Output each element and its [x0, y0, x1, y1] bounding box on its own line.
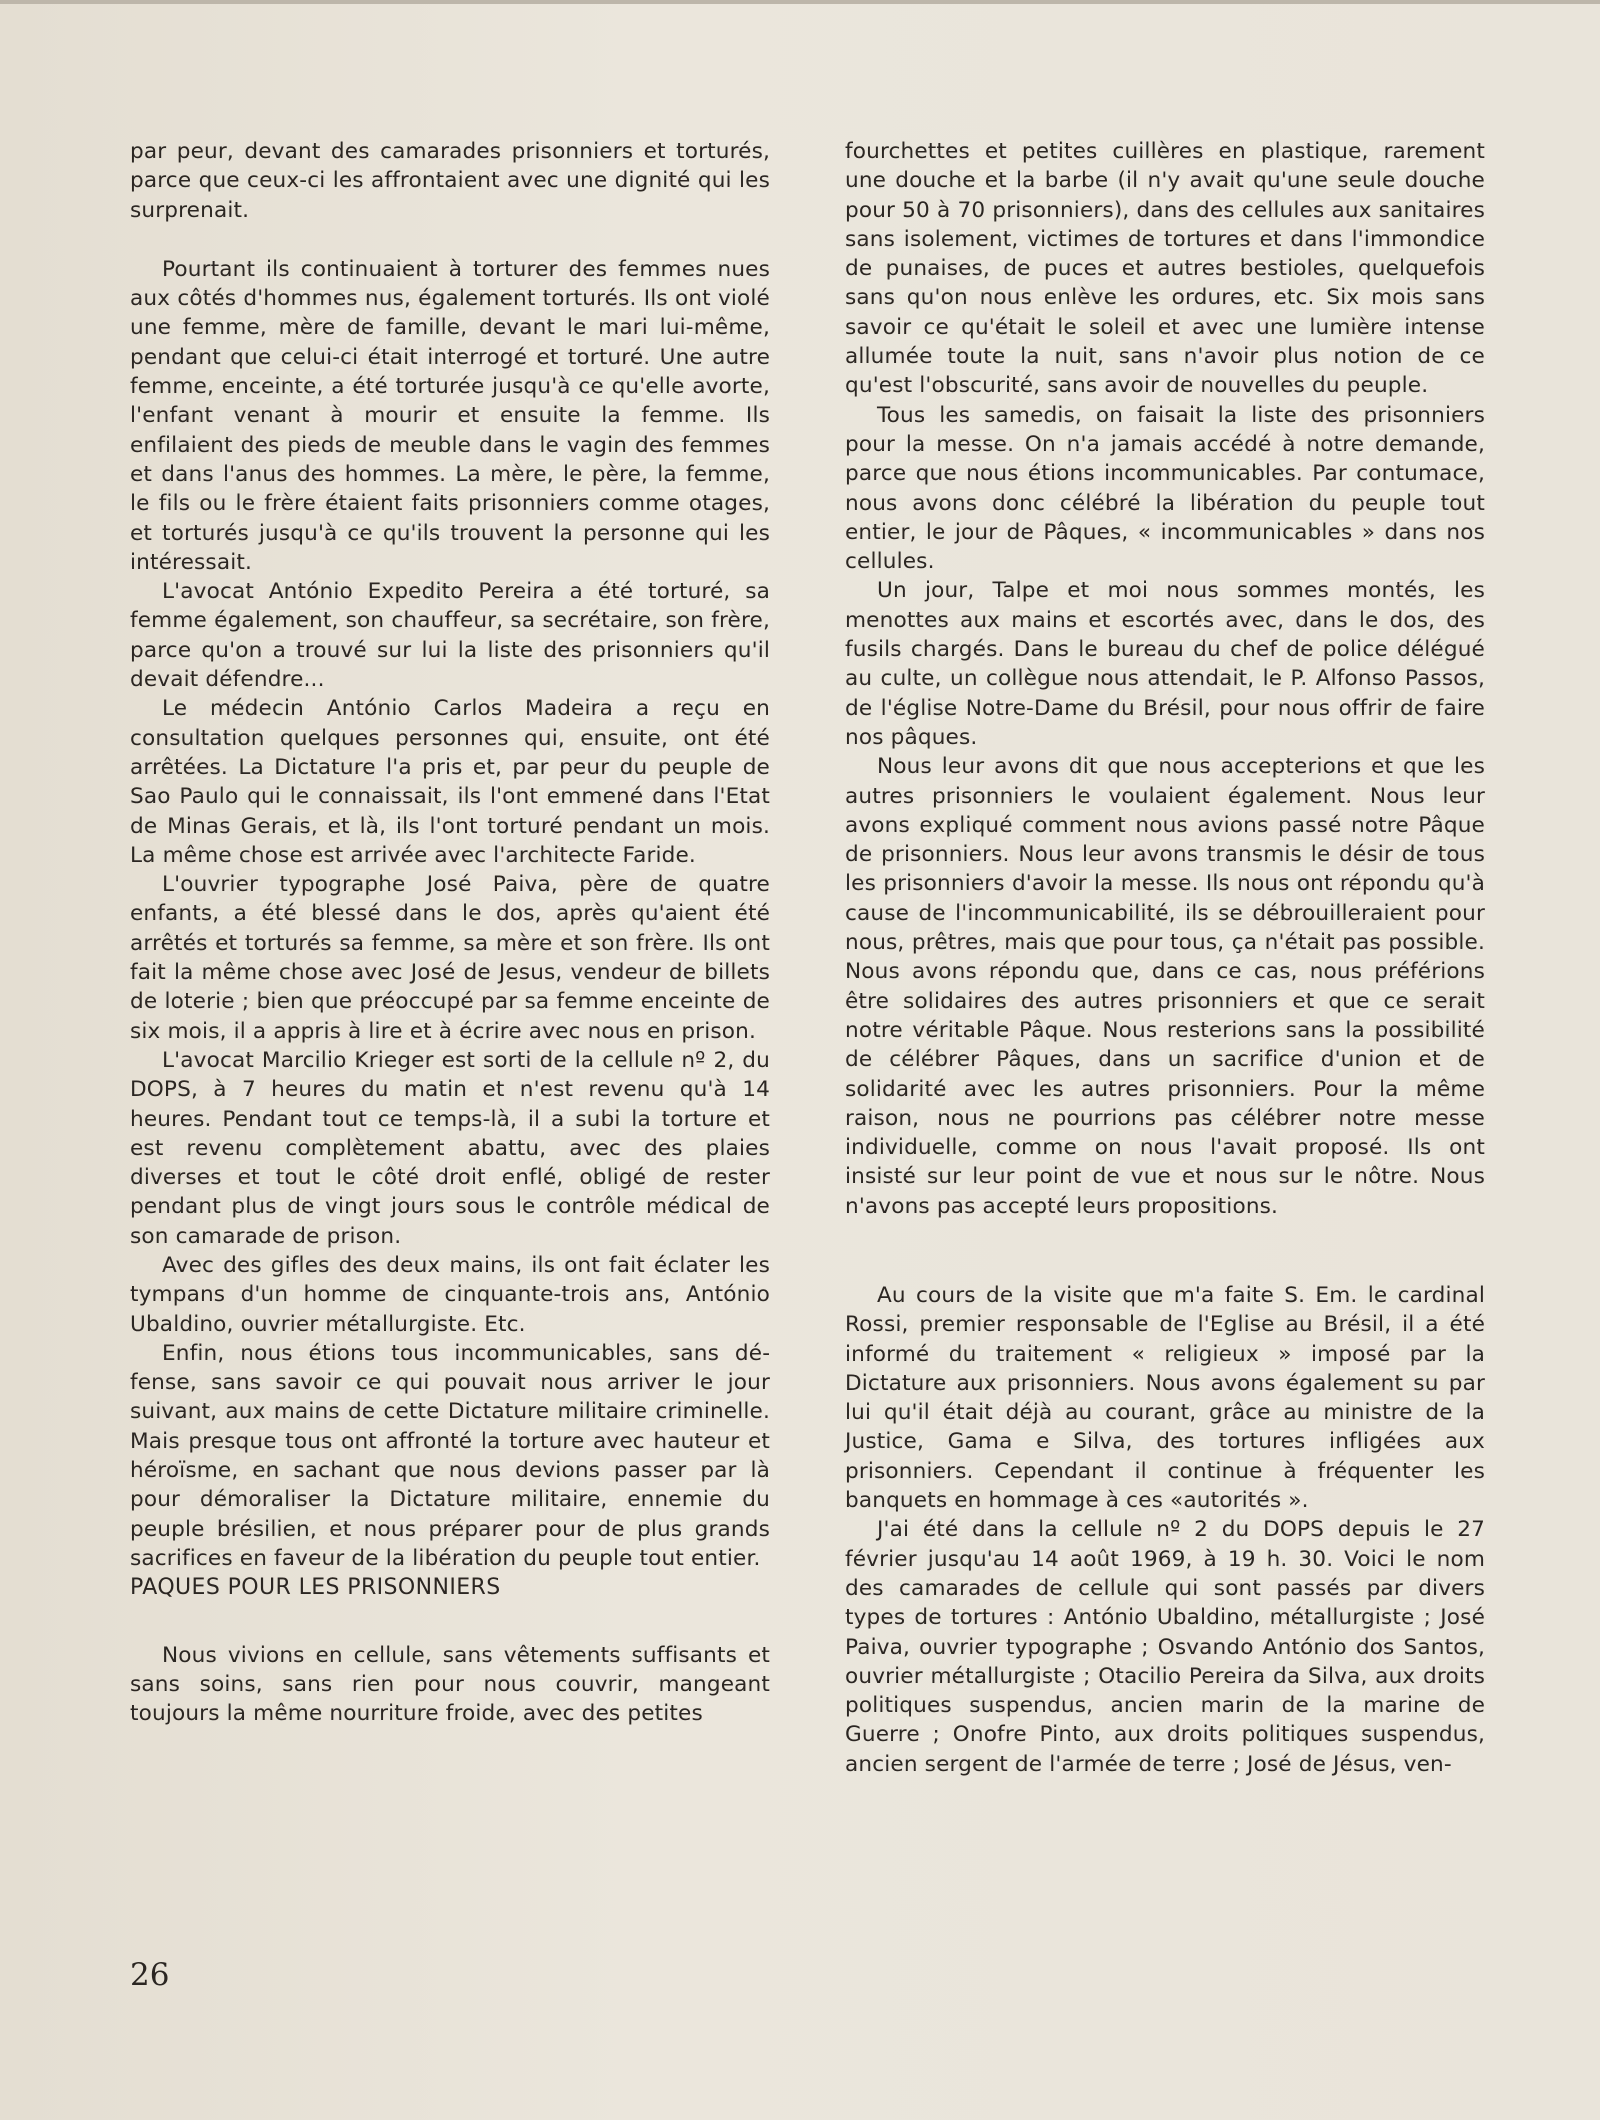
paragraph: Tous les samedis, on faisait la liste des prisonniers pour la messe. On n'a jamais accédé à notre demande, parce que nous étions incommunicables. Par contumace, nous avons donc célébré la libération du peuple tout entier, le jour de Pâques, « incommunicables » dans nos cellules.: [845, 402, 1485, 575]
page-number: 26: [130, 1957, 170, 1993]
paragraph: fourchettes et petites cuillères en plastique, rarement une douche et la barbe (il n'y avait qu'une seule douche pour 50 à 70 prisonniers), dans des cellules aux sanitaires sans isolement, victimes de tortures et dans l'immondice de punaises, de puces et autres bestioles, quelquefois sans qu'on nous enlève les ordures, etc. Six mois sans savoir ce qu'était le soleil et avec une lumière intense allumée toute la nuit, sans n'avoir plus notion de ce qu'est l'obscurité, sans avoir de nouvelles du peuple.: [845, 139, 1485, 399]
paragraph: J'ai été dans la cellule nº 2 du DOPS depuis le 27 février jusqu'au 14 août 1969, à 19 h. 30. Voici le nom des camarades de cellule qui sont passés par divers types de tortures : António Ubaldino, métallurgiste ; José Paiva, ouvrier typographe ; Osvando António dos Santos, ouvrier métallurgiste ; Otacilio Pereira da Silva, aux droits politiques suspendus, ancien marin de la marine de Guerre ; Onofre Pinto, aux droits politiques suspendus, ancien sergent de l'armée de terre ; José de Jésus, ven-: [845, 1517, 1485, 1777]
paragraph: Nous vivions en cellule, sans vêtements suffisants et sans soins, sans rien pour nous couvrir, mangeant toujours la même nourriture froide, avec des petites: [130, 1642, 770, 1727]
paragraph: Le médecin António Carlos Madeira a reçu en consultation quelques personnes qui, ensuite, ont été arrêtées. La Dictature l'a pris et, par peur du peuple de Sao Paulo qui le connaissait, ils l'ont emmené dans l'Etat de Minas Gerais, et là, ils l'ont torturé pendant un mois. La même chose est arrivée avec l'architecte Faride.: [130, 696, 770, 868]
paragraph: par peur, devant des camarades prisonniers et torturés, parce que ceux-ci les affrontaient avec une dignité qui les surprenait.: [130, 139, 770, 223]
paragraph: L'ouvrier typographe José Paiva, père de quatre enfants, a été blessé dans le dos, après qu'aient été arrêtés et torturés sa femme, sa mère et son frère. Ils ont fait la même chose avec José de Jesus, vendeur de billets de loterie ; bien que préoccupé par sa femme enceinte de six mois, il a appris à lire et à écrire avec nous en prison.: [130, 872, 770, 1044]
section-heading: PAQUES POUR LES PRISONNIERS: [130, 1575, 501, 1601]
paragraph: Un jour, Talpe et moi nous sommes montés, les menottes aux mains et escortés avec, dans le dos, des fusils chargés. Dans le bureau du chef de police délégué au culte, un collègue nous attendait, le P. Alfonso Passos, de l'église Notre-Dame du Brésil, pour nous offrir de faire nos pâques.: [845, 578, 1485, 750]
paragraph: Enfin, nous étions tous incommunicables, sans défense, sans savoir ce qui pouvait nous arriver le jour suivant, aux mains de cette Dictature militaire criminelle. Mais presque tous ont affronté la torture avec hauteur et héroïsme, en sachant que nous devions passer par là pour démoraliser la Dictature militaire, ennemie du peuple brésilien, et nous préparer pour de plus grands sacrifices en faveur de la libération du peuple tout entier.: [130, 1340, 770, 1571]
paragraph: Nous leur avons dit que nous accepterions et que les autres prisonniers le voulaient également. Nous leur avons expliqué comment nous avions passé notre Pâque de prisonniers. Nous leur avons transmis le désir de tous les prisonniers d'avoir la messe. Ils nous ont répondu qu'à cause de l'incommunicabilité, ils se débrouilleraient pour nous, prêtres, mais que pour tous, ça n'était pas possible. Nous avons répondu que, dans ce cas, nous préférions être solidaires des autres prisonniers et que ce serait notre véritable Pâque. Nous resterions sans la possibilité de célébrer Pâques, dans un sacrifice d'union et de solidarité avec les autres prisonniers. Pour la même raison, nous ne pourrions pas célébrer notre messe individuelle, comme on nous l'avait proposé. Ils ont insisté sur leur point de vue et nous sur le nôtre. Nous n'avons pas accepté leurs propositions.: [845, 754, 1485, 1219]
paragraph: Pourtant ils continuaient à torturer des femmes nues aux côtés d'hommes nus, également torturés. Ils ont violé une femme, mère de famille, devant le mari lui-même, pendant que celui-ci était interrogé et torturé. Une autre femme, enceinte, a été torturée jusqu'à ce qu'elle avorte, l'enfant venant à mourir et ensuite la femme. Ils enfilaient des pieds de meuble dans le vagin des femmes et dans l'anus des hommes. La mère, le père, la femme, le fils ou le frère étaient faits prisonniers comme otages, et torturés jusqu'à ce qu'ils trouvent la personne qui les intéressait.: [130, 256, 770, 575]
paragraph: L'avocat António Expedito Pereira a été torturé, sa femme également, son chauffeur, sa secrétaire, son frère, parce qu'on a trouvé sur lui la liste des prisonniers qu'il devait défendre...: [130, 579, 770, 693]
left-column: [130, 137, 770, 1728]
paragraph: Avec des gifles des deux mains, ils ont fait éclater les tympans d'un homme de cinquante-trois ans, António Ubaldino, ouvrier métallurgiste. Etc.: [130, 1252, 770, 1337]
paragraph: L'avocat Marcilio Krieger est sorti de la cellule nº 2, du DOPS, à 7 heures du matin et n'est revenu qu'à 14 heures. Pendant tout ce temps-là, il a subi la torture et est revenu complètement abattu, avec des plaies diverses et tout le côté droit enflé, obligé de rester pendant plus de vingt jours sous le contrôle médical de son camarade de prison.: [130, 1047, 770, 1249]
right-column: [845, 137, 1485, 1779]
paragraph: Au cours de la visite que m'a faite S. Em. le cardinal Rossi, premier responsable de l'Eglise au Brésil, il a été informé du traitement « religieux » imposé par la Dictature aux prisonniers. Nous avons également su par lui qu'il était déjà au courant, grâce au ministre de la Justice, Gama e Silva, des tortures infligées aux prisonniers. Cependant il continue à fréquenter les banquets en hommage à ces «autorités ».: [845, 1282, 1485, 1514]
